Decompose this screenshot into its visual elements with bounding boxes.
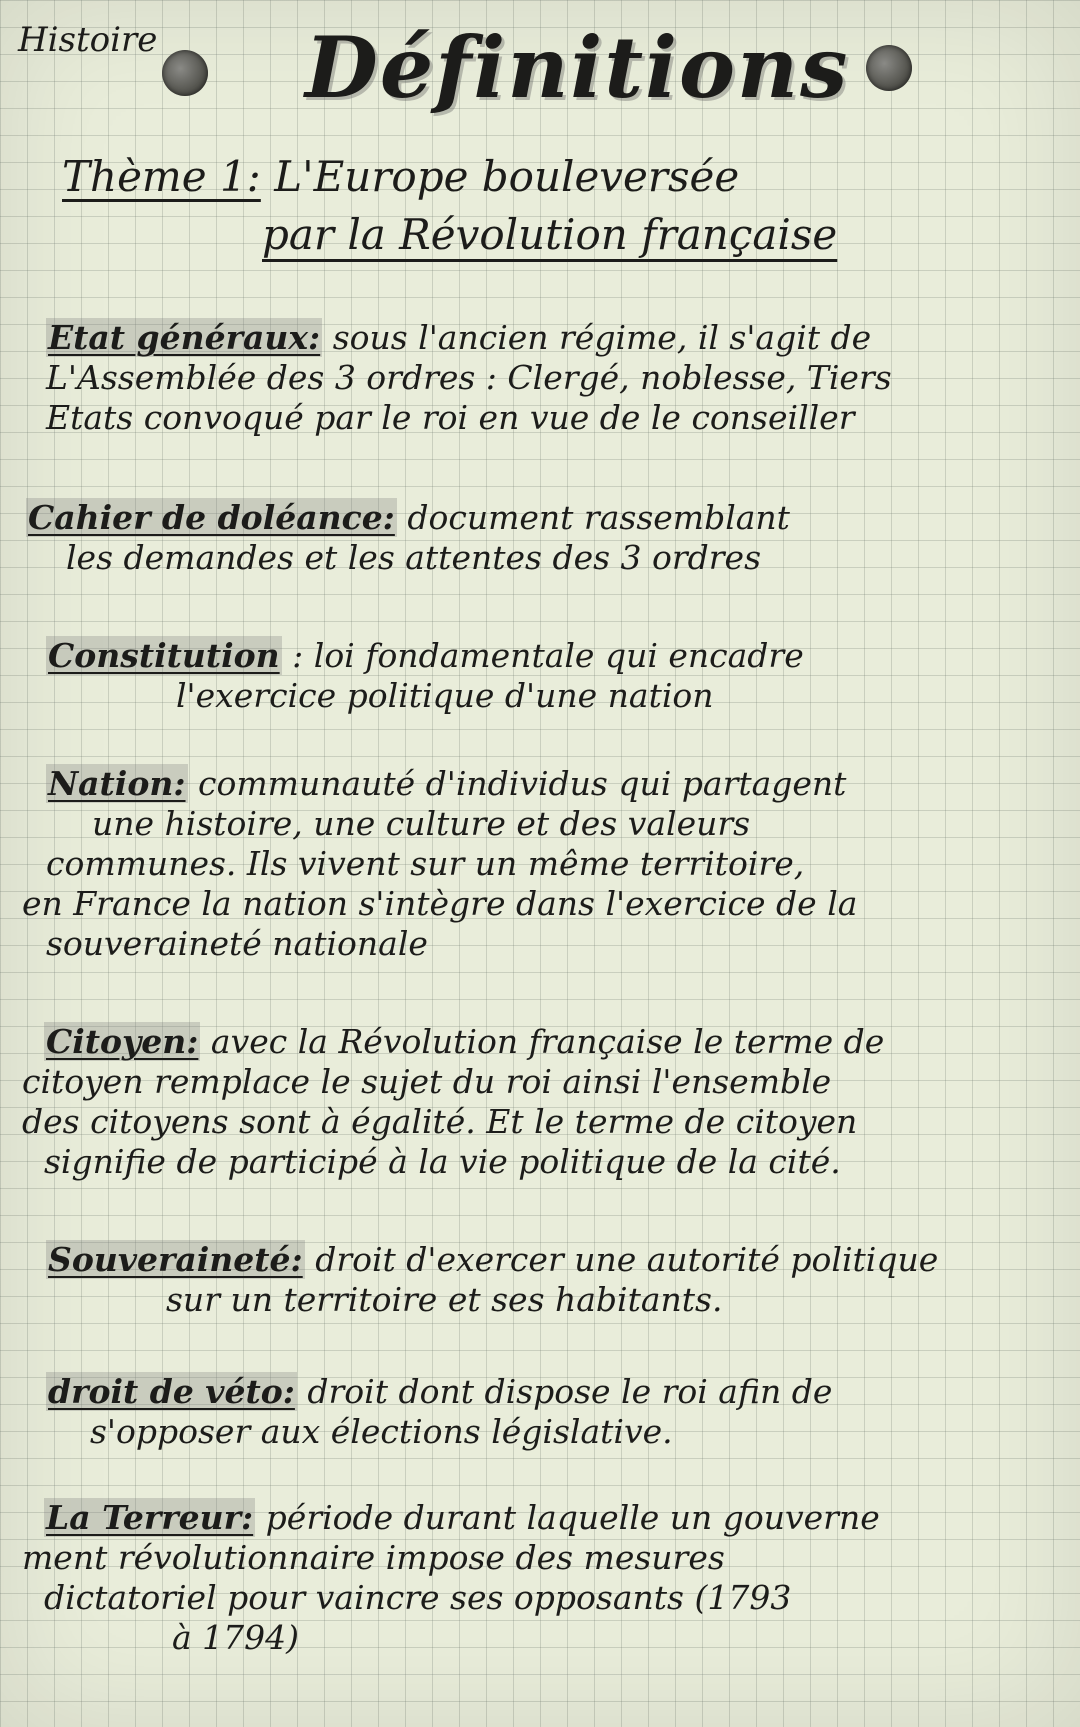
definition-etats-generaux	[46, 318, 1076, 438]
definition-souverainete	[46, 1240, 1076, 1320]
theme-title-line1: L'Europe bouleversée	[274, 152, 740, 201]
definition-text: les demandes et les attentes des 3 ordres	[66, 538, 762, 577]
definition-term: droit de véto:	[48, 1372, 295, 1411]
definition-text: une histoire, une culture et des valeurs	[92, 804, 751, 843]
definition-cahier-de-doleance	[26, 498, 1056, 578]
subject-label: Histoire	[18, 20, 158, 60]
definition-text: communes. Ils vivent sur un même territoire,	[46, 844, 805, 883]
definition-text: période durant laquelle un gouverne	[265, 1498, 880, 1537]
definition-text: document rassemblant	[407, 498, 790, 537]
theme-label: Thème 1:	[62, 152, 261, 201]
definition-nation	[22, 764, 1052, 964]
definition-constitution	[46, 636, 1076, 716]
definition-text: ment révolutionnaire impose des mesures	[22, 1538, 725, 1577]
definition-term: Etat généraux:	[48, 318, 321, 357]
definition-term: Nation:	[48, 764, 186, 803]
theme-heading	[62, 148, 1022, 264]
definition-text: : loi fondamentale qui encadre	[292, 636, 804, 675]
definition-text: communauté d'individus qui partagent	[198, 764, 847, 803]
definition-text: des citoyens sont à égalité. Et le terme de citoyen	[22, 1102, 858, 1141]
definition-text: sur un territoire et ses habitants.	[166, 1280, 723, 1319]
definition-text: L'Assemblée des 3 ordres : Clergé, noblesse, Tiers	[46, 358, 892, 397]
definition-text: droit dont dispose le roi afin de	[307, 1372, 833, 1411]
definition-text: en France la nation s'intègre dans l'exercice de la	[22, 884, 858, 923]
definition-la-terreur	[22, 1498, 1052, 1658]
binder-hole-right	[866, 45, 912, 91]
definition-text: souveraineté nationale	[46, 924, 428, 963]
page-title: Définitions	[305, 18, 850, 117]
definition-text: citoyen remplace le sujet du roi ainsi l'ensemble	[22, 1062, 832, 1101]
definition-text: droit d'exercer une autorité politique	[315, 1240, 939, 1279]
definition-text: signifie de participé à la vie politique de la cité.	[44, 1142, 841, 1181]
definition-citoyen	[22, 1022, 1052, 1182]
theme-title-line2: par la Révolution française	[262, 210, 838, 259]
definition-text: s'opposer aux élections législative.	[90, 1412, 673, 1451]
definition-droit-de-veto	[46, 1372, 1076, 1452]
definition-term: Constitution	[48, 636, 280, 675]
definition-text: avec la Révolution française le terme de	[210, 1022, 885, 1061]
definition-term: Citoyen:	[46, 1022, 199, 1061]
definition-text: Etats convoqué par le roi en vue de le conseiller	[46, 398, 855, 437]
definition-text: à 1794)	[172, 1618, 300, 1657]
definition-text: l'exercice politique d'une nation	[176, 676, 714, 715]
definition-term: Souveraineté:	[48, 1240, 303, 1279]
definition-term: Cahier de doléance:	[28, 498, 395, 537]
definition-text: sous l'ancien régime, il s'agit de	[332, 318, 872, 357]
definition-text: dictatoriel pour vaincre ses opposants (1793	[44, 1578, 792, 1617]
definition-term: La Terreur:	[46, 1498, 254, 1537]
binder-hole-left	[162, 50, 208, 96]
